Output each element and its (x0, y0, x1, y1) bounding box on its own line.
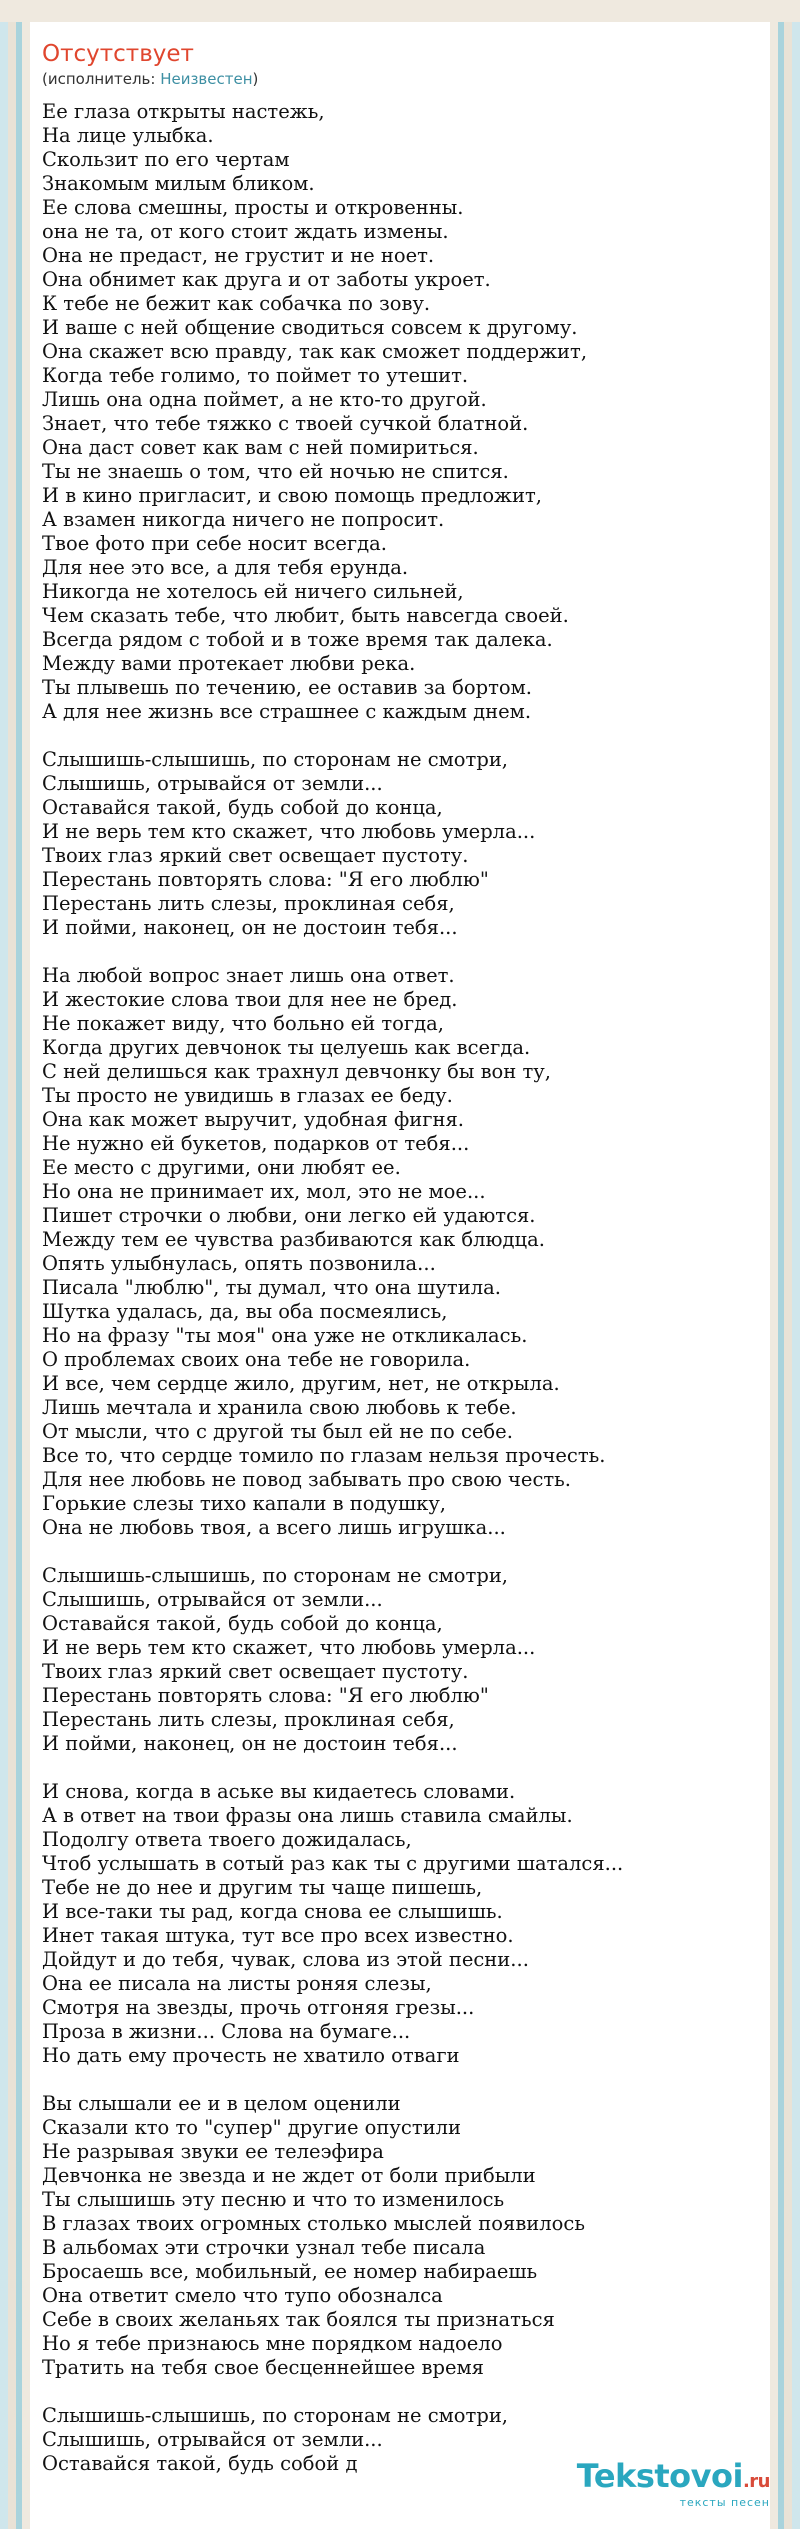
artist-link[interactable]: Неизвестен (160, 70, 253, 88)
logo-name: Tekstovoi (576, 2457, 743, 2495)
background-band-top (0, 0, 800, 22)
lyrics-text: Ее глаза открыты настежь, На лице улыбка. Скользит по его чертам Знакомым милым бликом. Ее слова смешны, просты и откровенны. она не та, от кого стоит ждать измены. Она не предаст, не грустит и не ноет. Она обнимет как друга и от заботы укроет. К тебе не бежит как собачка по зову. И ваше с ней общение сводиться совсем к другому. Она скажет всю правду, так как сможет поддержит, Когда тебе голимо, то поймет то утешит. Лишь она одна поймет, а не кто-то другой. Знает, что тебе тяжко с твоей сучкой блатной. Она даст совет как вам с ней помириться. Ты не знаешь о том, что ей ночью не спится. И в кино пригласит, и свою помощь предложит, А взамен никогда ничего не попросит. Твое фото при себе носит всегда. Для нее это все, а для тебя ерунда. Никогда не хотелось ей ничего сильней, Чем сказать тебе, что любит, быть навсегда своей. Всегда рядом с тобой и в тоже время так далека. Между вами протекает любви река. Ты плывешь по течению, ее оставив за бортом. А для нее жизнь все страшнее с каждым днем. Слышишь-слышишь, по сторонам не смотри, Слышишь, отрывайся от земли... Оставайся такой, будь собой до конца, И не верь тем кто скажет, что любовь умерла... Твоих глаз яркий свет освещает пустоту. Перестань повторять слова: "Я его люблю" Перестань лить слезы, проклиная себя, И пойми, наконец, он не достоин тебя... На любой вопрос знает лишь она ответ. И жестокие слова твои для нее не бред. Не покажет виду, что больно ей тогда, Когда других девчонок ты целуешь как всегда. С ней делишься как трахнул девчонку бы вон ту, Ты просто не увидишь в глазах ее беду. Она как может выручит, удобная фигня. Не нужно ей букетов, подарков от тебя... Ее место с другими, они любят ее. Но она не принимает их, мол, это не мое... Пишет строчки о любви, они легко ей удаются. Между тем ее чувства разбиваются как блюдца. Опять улыбнулась, опять позвонила... Писала "люблю", ты думал, что она шутила. Шутка удалась, да, вы оба посмеялись, Но на фразу "ты моя" она уже не откликалась. О проблемах своих она тебе не говорила. И все, чем сердце жило, другим, нет, не открыла. Лишь мечтала и хранила свою любовь к тебе. От мысли, что с другой ты был ей не по себе. Все то, что сердце томило по глазам нельзя прочесть. Для нее любовь не повод забывать про свою честь. Горькие слезы тихо капали в подушку, Она не любовь твоя, а всего лишь игрушка... Слышишь-слышишь, по сторонам не смотри, Слышишь, отрывайся от земли... Оставайся такой, будь собой до конца, И не верь тем кто скажет, что любовь умерла... Твоих глаз яркий свет освещает пустоту. Перестань повторять слова: "Я его люблю" Перестань лить слезы, проклиная себя, И пойми, наконец, он не достоин тебя... И снова, когда в аське вы кидаетесь словами. А в ответ на твои фразы она лишь ставила смайлы. Подолгу ответа твоего дожидалась, Чтоб услышать в сотый раз как ты с другими шатался... Тебе не до нее и другим ты чаще пишешь, И все-таки ты рад, когда снова ее слышишь. Инет такая штука, тут все про всех известно. Дойдут и до тебя, чувак, слова из этой песни... Она ее писала на листы роняя слезы, Смотря на звезды, прочь отгоняя грезы... Проза в жизни... Слова на бумаге... Но дать ему прочесть не хватило отваги Вы слышали ее и в целом оценили Сказали кто то "супер" другие опустили Не разрывая звуки ее телеэфира Девчонка не звезда и не ждет от боли прибыли Ты слышишь эту песню и что то изменилось В глазах твоих огромных столько мыслей появилось В альбомах эти строчки узнал тебе писала Бросаешь все, мобильный, ее номер набираешь Она ответит смело что тупо обозналса Себе в своих желаньях так боялся ты признаться Но я тебе признаюсь мне порядком надоело Тратить на тебя свое бесценнейшее время Слышишь-слышишь, по сторонам не смотри, Слышишь, отрывайся от земли... Оставайся такой, будь собой д (42, 100, 624, 2475)
artist-line (42, 68, 770, 90)
artist-suffix: ) (252, 70, 259, 88)
lyrics-sheet (30, 22, 770, 2529)
site-logo[interactable] (577, 2459, 770, 2509)
logo-wordmark (577, 2459, 770, 2499)
song-title: Отсутствует (42, 41, 194, 67)
logo-tagline: тексты песен (679, 2496, 770, 2509)
artist-prefix: (исполнитель: (42, 70, 161, 88)
logo-tld: .ru (742, 2471, 770, 2492)
